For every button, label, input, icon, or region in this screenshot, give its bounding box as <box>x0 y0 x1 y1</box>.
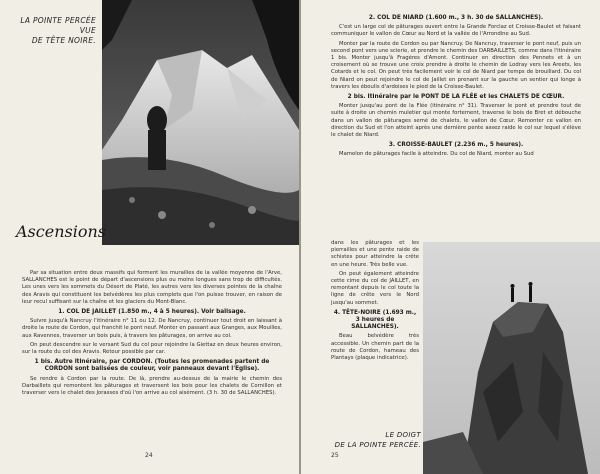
heading-tete-noire: 4. TÊTE-NOIRE (1.693 m., 3 heures de SALLANCHES). <box>333 309 417 331</box>
page-number-right: 25 <box>331 452 339 459</box>
paragraph: C'est un large col de pâturages ouvert entre la Grande Forclaz et Croisse-Baulet et faisant communiquer le vallon de Cœur au Nord et la vallée de l'Arrondine au Sud. <box>331 24 581 38</box>
paragraph: On peut également atteindre cette cime du col de JAILLET, en remontant depuis le col toute la ligne de crête vers le Nord jusqu'au sommet. <box>331 270 419 306</box>
heading-par-cordon: 1 bis. Autre itinéraire, par CORDON. (Toutes les promenades partent de CORDON sont balisées de couleur, voir panneaux devant l'Eglise). <box>34 359 270 373</box>
narrow-column-text <box>331 240 419 364</box>
heading-col-de-niard: 2. COL DE NIARD (1.600 m., 3 h. 30 de SALLANCHES). <box>368 15 544 21</box>
photo-caption-doigt: LE DOIGT DE LA POINTE PERCÉE. <box>334 431 421 449</box>
heading-pont-de-la-flee: 2 bis. Itinéraire par le PONT DE LA FLÉE et les CHALETS DE CŒUR. <box>347 94 565 101</box>
right-page <box>301 0 600 474</box>
heading-croisse-baulet: 3. CROISSE-BAULET (2.236 m., 5 heures). <box>388 142 524 149</box>
left-page <box>0 0 299 474</box>
paragraph: Beau belvédère très accessible. Un chemin part de la route de Cordon, hameau des Plantays (plaque indicatrice). <box>331 333 419 362</box>
photo-caption-pointe-percee: LA POINTE PERCÉE VUE DE TÊTE NOIRE. <box>20 16 96 45</box>
paragraph: Se rendre à Cordon par la route. De là, prendre au-dessus de la mairie le chemin des Darbaillets qui remontent les pâturages et traversent les bois pour les chalets de Cornillon et traverser vers le chalet des Jorasses d'où l'on arrive au col aisément. (3 h. 30 de SALLANCHES). <box>22 375 282 397</box>
left-body-text <box>22 270 282 399</box>
paragraph: dans les pâturages et les pierrailles et une pente raide de schistes pour atteindre la crête en une heure. Très belle vue. <box>331 240 419 268</box>
right-body-text <box>331 12 581 161</box>
paragraph: On peut descendre sur le versant Sud du col pour rejoindre la Giettaz en deux heures environ, sur la route du col des Aravis. Retour possible par car. <box>22 341 282 356</box>
paragraph: Suivre jusqu'à Nancruy l'itinéraire n° 11 ou 12. De Nancruy, continuer tout droit en laissant à droite la route de Cordon, qui franchit le pont neuf. Monter en passant aux Granges, aux Mouilles, aux Ravennes, traverser un bois puis, à travers les pâturages, on arrive au col. <box>22 318 282 339</box>
section-title: Ascensions <box>16 222 106 241</box>
rock-pinnacle-photo <box>423 242 600 474</box>
mountain-photo <box>102 0 299 245</box>
page-number-left: 24 <box>145 452 153 459</box>
paragraph: Mamelon de pâturages facile à atteindre. Du col de Niard, monter au Sud <box>339 151 534 158</box>
intro-paragraph: Par sa situation entre deux massifs qui forment les murailles de la vallée moyenne de l'Arve, SALLANCHES est le point de départ d'ascensions plus ou moins longues sans trop de difficultés. Les unes vers les sommets du Désert de Platé, les autres vers les diverses pointes de la chaîne des Aravis qui constituent les belvédères les plus complets que l'on puisse trouver, en raison de leur recul suffisant sur la chaîne et les glaciers du Mont-Blanc. <box>22 270 282 305</box>
heading-col-de-jaillet: 1. COL DE JAILLET (1.850 m., 4 à 5 heures). Voir balisage. <box>58 309 246 316</box>
paragraph: Monter jusqu'au pont de la Flée (itinéraire n° 31). Traverser le pont et prendre tout de suite à droite un chemin muletier qui monte fortement, traverse le bois de Bret et débouche dans un vallon de pâturages semé de chalets, le vallon de Cœur. Remonter ce vallon en direction du Sud et l'on atteint après une dernière pente assez raide le col sur lequel s'élève le chalet de Niard. <box>331 103 581 139</box>
paragraph: Monter par la route de Cordon ou par Nancruy. De Nancruy, traverser le pont neuf, puis un second pont vers une scierie, et prendre le chemin des DARBAILLETS, comme dans l'itinéraire 1 bis. Monter jusqu'à Fragères d'Amont. Continuer en direction des Pennets et à un croisement où se trouve une croix prendre à droite le chemin de Lodray vers les Areets, les Cotards et le col. On peut très facilement voir le col de Niard par temps de brouillard. Du col de Niard on peut rejoindre le col de Jaillet en prenant sur la gauche un sentier qui longe à travers les éboulis d'ardoises le pied de la Croisse-Baulet. <box>331 40 581 90</box>
